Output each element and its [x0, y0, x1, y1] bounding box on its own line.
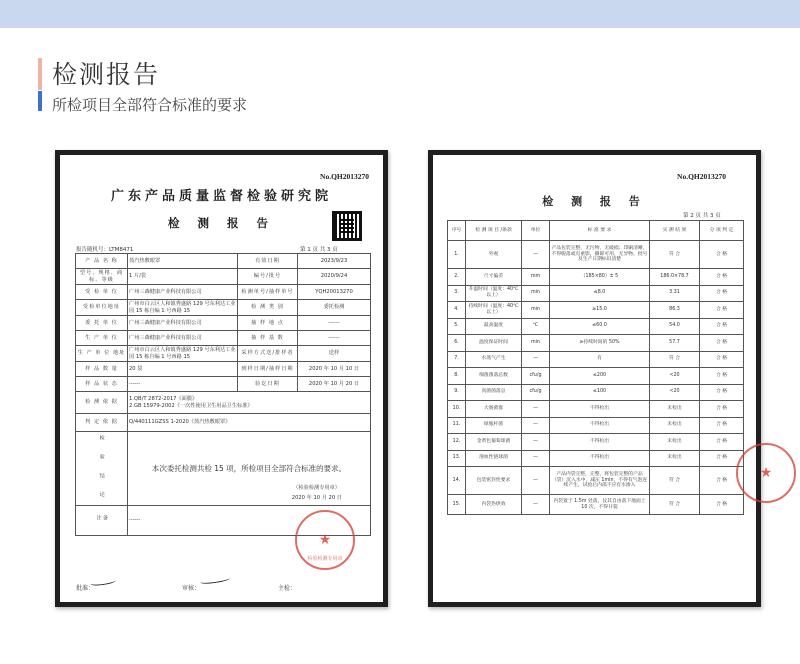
info-value: YQH20013270	[298, 285, 371, 300]
remark-label: 备 注	[76, 506, 128, 536]
table-cell: —	[522, 495, 550, 515]
table-cell: 5.	[448, 318, 466, 335]
info-row	[76, 346, 371, 362]
table-cell: 合 格	[700, 269, 744, 286]
column-header: 标 准 要 求	[550, 221, 650, 241]
info-label: 委 托 单 位	[76, 316, 128, 331]
remark-value: ------	[128, 506, 371, 536]
report-page-1-frame[interactable]	[55, 150, 388, 607]
table-cell: 14.	[448, 467, 466, 495]
basis-label: 检 测 依 据	[76, 392, 128, 414]
info-row	[76, 377, 371, 392]
info-row	[76, 331, 371, 346]
table-cell: ≤8.0	[550, 285, 650, 302]
info-label: 有效日期	[238, 254, 298, 269]
info-value: 送样	[298, 346, 371, 362]
conclusion-label: 检 验 结 论	[76, 432, 128, 506]
info-label: 采样方式送/排样者	[238, 346, 298, 362]
table-cell: min	[522, 302, 550, 319]
table-cell: <20	[650, 384, 700, 401]
star-icon: ★	[318, 532, 332, 548]
page-title: 检测报告	[52, 60, 161, 89]
table-cell: 合 格	[700, 318, 744, 335]
table-row	[448, 495, 744, 515]
table-cell: 合 格	[700, 467, 744, 495]
info-label: 检 测 类 别	[238, 300, 298, 316]
table-cell: 12.	[448, 434, 466, 451]
table-cell: 细菌菌落总数	[466, 368, 522, 385]
report-number-2: No.QH2013270	[677, 172, 726, 181]
table-cell: 11.	[448, 417, 466, 434]
table-cell: —	[522, 351, 550, 368]
info-label: 样 品 数 量	[76, 362, 128, 377]
info-value: 2023/9/23	[298, 254, 371, 269]
info-label: 验讫日期	[238, 377, 298, 392]
table-cell: 合 格	[700, 417, 744, 434]
info-value: 广州市白云区人和镇秀盛路 129 号东利达工业园 15 栋自编 1 号西路 15	[129, 301, 236, 314]
info-value: 广州三森健康产业科技有限公司	[128, 285, 238, 300]
official-stamp-2	[736, 443, 796, 503]
info-value: 20 袋	[128, 362, 238, 377]
report-page-2-frame[interactable]	[428, 150, 773, 607]
table-cell: 合 格	[700, 285, 744, 302]
table-cell: —	[522, 417, 550, 434]
table-cell: 合 格	[700, 401, 744, 418]
table-cell: 未检出	[650, 417, 700, 434]
info-label: 受 检 单 位	[76, 285, 128, 300]
table-row	[448, 401, 744, 418]
table-row	[448, 434, 744, 451]
table-cell: 54.0	[650, 318, 700, 335]
info-row	[76, 269, 371, 285]
table-cell: 不得检出	[550, 401, 650, 418]
table-cell: 不得检出	[550, 417, 650, 434]
reviewer-label: 审核：	[182, 585, 201, 592]
table-cell: 外观	[466, 241, 522, 269]
table-cell: —	[522, 467, 550, 495]
table-cell: —	[522, 401, 550, 418]
table-cell: ≥15.0	[550, 302, 650, 319]
column-header: 实 测 结 果	[650, 221, 700, 241]
table-cell: 合 格	[700, 241, 744, 269]
info-row	[76, 300, 371, 316]
conclusion-date: 2020 年 10 月 20 日	[291, 494, 342, 501]
info-row	[76, 285, 371, 300]
table-cell: 不得检出	[550, 434, 650, 451]
approver-signature	[90, 577, 117, 587]
star-icon: ★	[759, 465, 773, 481]
info-value: 1 片/袋	[128, 269, 238, 285]
report-page-1	[60, 155, 383, 602]
info-label: 检测单号/抽样单号	[238, 285, 298, 300]
info-row	[76, 362, 371, 377]
table-cell: min	[522, 285, 550, 302]
table-cell: 符 合	[650, 241, 700, 269]
table-row	[448, 302, 744, 319]
table-cell: 6.	[448, 335, 466, 352]
table-cell: 8.	[448, 368, 466, 385]
info-value: 2020/9/24	[298, 269, 371, 285]
top-banner	[0, 0, 800, 28]
table-cell: 13.	[448, 450, 466, 467]
info-label: 产 品 名 称	[76, 254, 128, 269]
table-cell: 合 格	[700, 302, 744, 319]
table-cell: min	[522, 335, 550, 352]
table-cell: 7.	[448, 351, 466, 368]
table-cell: 86.3	[650, 302, 700, 319]
table-cell: 186.0×78.7	[650, 269, 700, 286]
official-stamp	[295, 510, 355, 570]
stamp-line: （检验检测专用章）	[293, 484, 340, 491]
report-info-table	[75, 253, 371, 536]
page-indicator: 第 1 页 共 3 页	[300, 247, 338, 253]
report-page-2	[433, 155, 773, 602]
title-accent-bar	[38, 58, 42, 90]
info-label: 抽 样 地 点	[238, 316, 298, 331]
column-header: 单位	[522, 221, 550, 241]
reviewer-signature	[200, 575, 231, 585]
judge-label: 判 定 依 据	[76, 414, 128, 432]
table-cell: 符 合	[650, 351, 700, 368]
info-label: 型号、规格、商标、等级	[76, 269, 128, 285]
table-cell: cfu/g	[522, 384, 550, 401]
table-cell: 10.	[448, 401, 466, 418]
info-value: ------	[128, 377, 238, 392]
table-row	[448, 318, 744, 335]
table-cell: 持续时间（温度：40℃以上）	[466, 302, 522, 319]
info-value: 2020 年 10 月 10 日	[298, 362, 371, 377]
table-cell: 4.	[448, 302, 466, 319]
organization-name: 广东产品质量监督检验研究院	[110, 189, 332, 204]
table-cell: 绿脓杆菌	[466, 417, 522, 434]
info-value: 蒸汽热敷眼罩	[128, 254, 238, 269]
table-cell: （185×80）± 5	[550, 269, 650, 286]
report-number: No.QH2013270	[320, 172, 369, 181]
table-row	[448, 285, 744, 302]
table-cell: —	[522, 241, 550, 269]
info-label: 生 产 单 位 地址	[76, 346, 128, 362]
info-value: 委托检测	[298, 300, 371, 316]
info-value: ------	[298, 331, 371, 346]
table-cell: 内袋热烘效	[466, 495, 522, 515]
info-label: 生 产 单 位	[76, 331, 128, 346]
table-cell: 不得检出	[550, 450, 650, 467]
table-row	[448, 467, 744, 495]
report-title-2: 检 测 报 告	[542, 195, 647, 208]
table-cell: ℃	[522, 318, 550, 335]
table-row	[448, 368, 744, 385]
column-header: 检 测 项 目 /条款	[466, 221, 522, 241]
table-row	[448, 351, 744, 368]
info-value: 2020 年 10 月 20 日	[298, 377, 371, 392]
info-value: 广州三森健康产业科技有限公司	[128, 316, 238, 331]
info-row	[76, 316, 371, 331]
table-cell: 合 格	[700, 434, 744, 451]
table-cell: 2.	[448, 269, 466, 286]
info-label: 样 品 状 态	[76, 377, 128, 392]
table-cell: 符 合	[650, 467, 700, 495]
column-header: 分 项 判 定	[700, 221, 744, 241]
table-cell: 有	[550, 351, 650, 368]
table-cell: ≤200	[550, 368, 650, 385]
table-cell: ≤100	[550, 384, 650, 401]
table-cell: 内袋置于 1.5m 处落，仪其自由落下地面上 10 次，不得开裂	[550, 495, 650, 515]
table-cell: 合 格	[700, 351, 744, 368]
table-cell: 未检出	[650, 434, 700, 451]
table-cell: 尺寸偏差	[466, 269, 522, 286]
info-value: ------	[298, 316, 371, 331]
info-value: 广州市白云区人和镇秀盛路 129 号东利达工业园 15 栋自编 1 号西路 15	[129, 347, 236, 360]
table-cell: 合 格	[700, 495, 744, 515]
table-cell: 57.7	[650, 335, 700, 352]
table-cell: 3.31	[650, 285, 700, 302]
basis-value: 1.QB/T 2872-2017《面膜》 2.GB 15979-2002《一次性使用卫生用品卫生标准》	[128, 392, 371, 414]
info-row	[76, 254, 371, 269]
table-cell: 1.	[448, 241, 466, 269]
column-header: 序号	[448, 221, 466, 241]
table-row	[448, 269, 744, 286]
table-cell: cfu/g	[522, 368, 550, 385]
table-cell: 温度保证时间	[466, 335, 522, 352]
subtitle-accent-bar	[38, 91, 42, 111]
table-cell: 包装密封性要求	[466, 467, 522, 495]
table-cell: 符 合	[650, 495, 700, 515]
table-row	[448, 417, 744, 434]
table-row	[448, 450, 744, 467]
table-cell: 合 格	[700, 384, 744, 401]
table-cell: <20	[650, 368, 700, 385]
table-cell: 未检出	[650, 450, 700, 467]
table-cell: 9.	[448, 384, 466, 401]
approver-label: 批准：	[76, 585, 95, 592]
table-cell: 15.	[448, 495, 466, 515]
table-cell: 大肠菌群	[466, 401, 522, 418]
table-cell: 升温时间（温度：40℃以上）	[466, 285, 522, 302]
table-cell: 溶血性链球菌	[466, 450, 522, 467]
table-row	[448, 384, 744, 401]
info-label: 到样日期/抽样日期	[238, 362, 298, 377]
inspector-label: 主检：	[278, 585, 297, 592]
page-indicator-2: 第 2 页 共 3 页	[683, 213, 721, 219]
conclusion-text: 本次委托检测共检 15 项，所检项目全部符合标准的要求。	[151, 463, 347, 473]
table-row	[448, 241, 744, 269]
table-cell: 产品内袋完整，完整，将包装完整的产品（袋）沉入水中，减压 1min，不得有气泡连续产生，试验后内部不应有水渗入	[550, 467, 650, 495]
table-cell: 产品包装完整，无污物，无破损；印刷清晰，不得脱落或有重影，撕即可用，无异物，批号及生产日期标识清楚	[550, 241, 650, 269]
table-cell: 真菌菌落总	[466, 384, 522, 401]
table-cell: —	[522, 450, 550, 467]
info-label: 抽 样 基 数	[238, 331, 298, 346]
judge-value: Q/440111GZSS 1-2020《蒸汽热敷眼罩》	[128, 414, 371, 432]
table-cell: mm	[522, 269, 550, 286]
report-serial: 报告随机号：LTM8471	[76, 247, 134, 253]
stamp-text: 检验检测专用章	[307, 556, 343, 562]
table-row	[448, 335, 744, 352]
info-label: 编号/批号	[238, 269, 298, 285]
table-cell: 3.	[448, 285, 466, 302]
info-label: 受检单位地址	[76, 300, 128, 316]
table-cell: 合 格	[700, 335, 744, 352]
page-subtitle: 所检项目全部符合标准的要求	[52, 96, 248, 114]
table-cell: 最高温度	[466, 318, 522, 335]
table-cell: 合 格	[700, 368, 744, 385]
info-value: 广州三森健康产业科技有限公司	[128, 331, 238, 346]
test-results-table	[447, 220, 744, 515]
qr-code-icon	[332, 211, 362, 241]
table-cell: 水蒸气产生	[466, 351, 522, 368]
table-cell: 金黄色葡萄球菌	[466, 434, 522, 451]
table-cell: 未检出	[650, 401, 700, 418]
table-cell: 合 格	[700, 450, 744, 467]
table-cell: ≤60.0	[550, 318, 650, 335]
report-title: 检 测 报 告	[167, 216, 275, 230]
table-cell: —	[522, 434, 550, 451]
table-cell: ≥持续时间的 50%	[550, 335, 650, 352]
